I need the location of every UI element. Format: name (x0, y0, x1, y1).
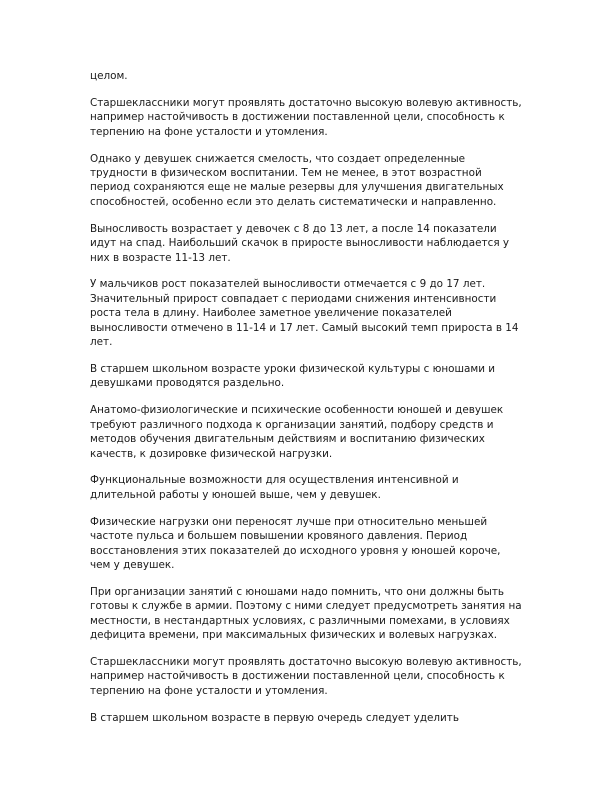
paragraph-1: целом. (90, 70, 128, 82)
paragraph-7: Анатомо-физиологические и психические особенности юношей и девушек требуют различного подхода к организации занятий, подбору средств и методов обучения двигательным действиям и воспитанию физических качеств, к дозировке физической нагрузки. (90, 404, 504, 460)
paragraph-5: У мальчиков рост показателей выносливости отмечается с 9 до 17 лет. Значительный прирост совпадает с периодами снижения интенсивности роста тела в длину. Наиболее заметное увеличение показателей выносливости отмечено в 11-14 и 17 лет. Самый высокий темп прироста в 14 лет. (90, 278, 519, 349)
paragraph-10: При организации занятий с юношами надо помнить, что они должны быть готовы к службе в армии. Поэтому с ними следует предусмотреть занятия на местности, в нестандартных условиях, с различными помехами, в условиях дефицита времени, при максимальных физических и волевых нагрузках. (90, 585, 522, 642)
paragraph-11: Старшеклассники могут проявлять достаточно высокую волевую активность, например настойчивость в достижении поставленной цели, способность к терпению на фоне усталости и утомления. (90, 656, 522, 697)
paragraph-6: В старшем школьном возрасте уроки физической культуры с юношами и девушками проводятся раздельно. (90, 363, 496, 390)
paragraph-2: Старшеклассники могут проявлять достаточно высокую волевую активность, например настойчивость в достижении поставленной цели, способность к терпению на фоне усталости и утомления. (90, 96, 522, 138)
paragraph-3: Однако у девушек снижается смелость, что создает определенные трудности в физическом воспитании. Тем не менее, в этот возрастной период сохраняются еще не малые резервы для улучшения двигательных способностей, особенно если это делать систематически и направленно. (90, 152, 504, 208)
paragraph-8: Функциональные возможности для осуществления интенсивной и длительной работы у юношей выше, чем у девушек. (90, 474, 459, 501)
paragraph-9: Физические нагрузки они переносят лучше при относительно меньшей частоте пульса и большем повышении кровяного давления. Период восстановления этих показателей до исходного уровня у юношей короче, чем у девушек. (90, 515, 501, 571)
paragraph-12: В старшем школьном возрасте в первую очередь следует уделить (90, 711, 459, 724)
paragraph-4: Выносливость возрастает у девочек с 8 до 13 лет, а после 14 показатели идут на спад. Наибольший скачок в приросте выносливости наблюдается у них в возрасте 11-13 лет. (90, 222, 510, 264)
document-body (90, 69, 522, 738)
